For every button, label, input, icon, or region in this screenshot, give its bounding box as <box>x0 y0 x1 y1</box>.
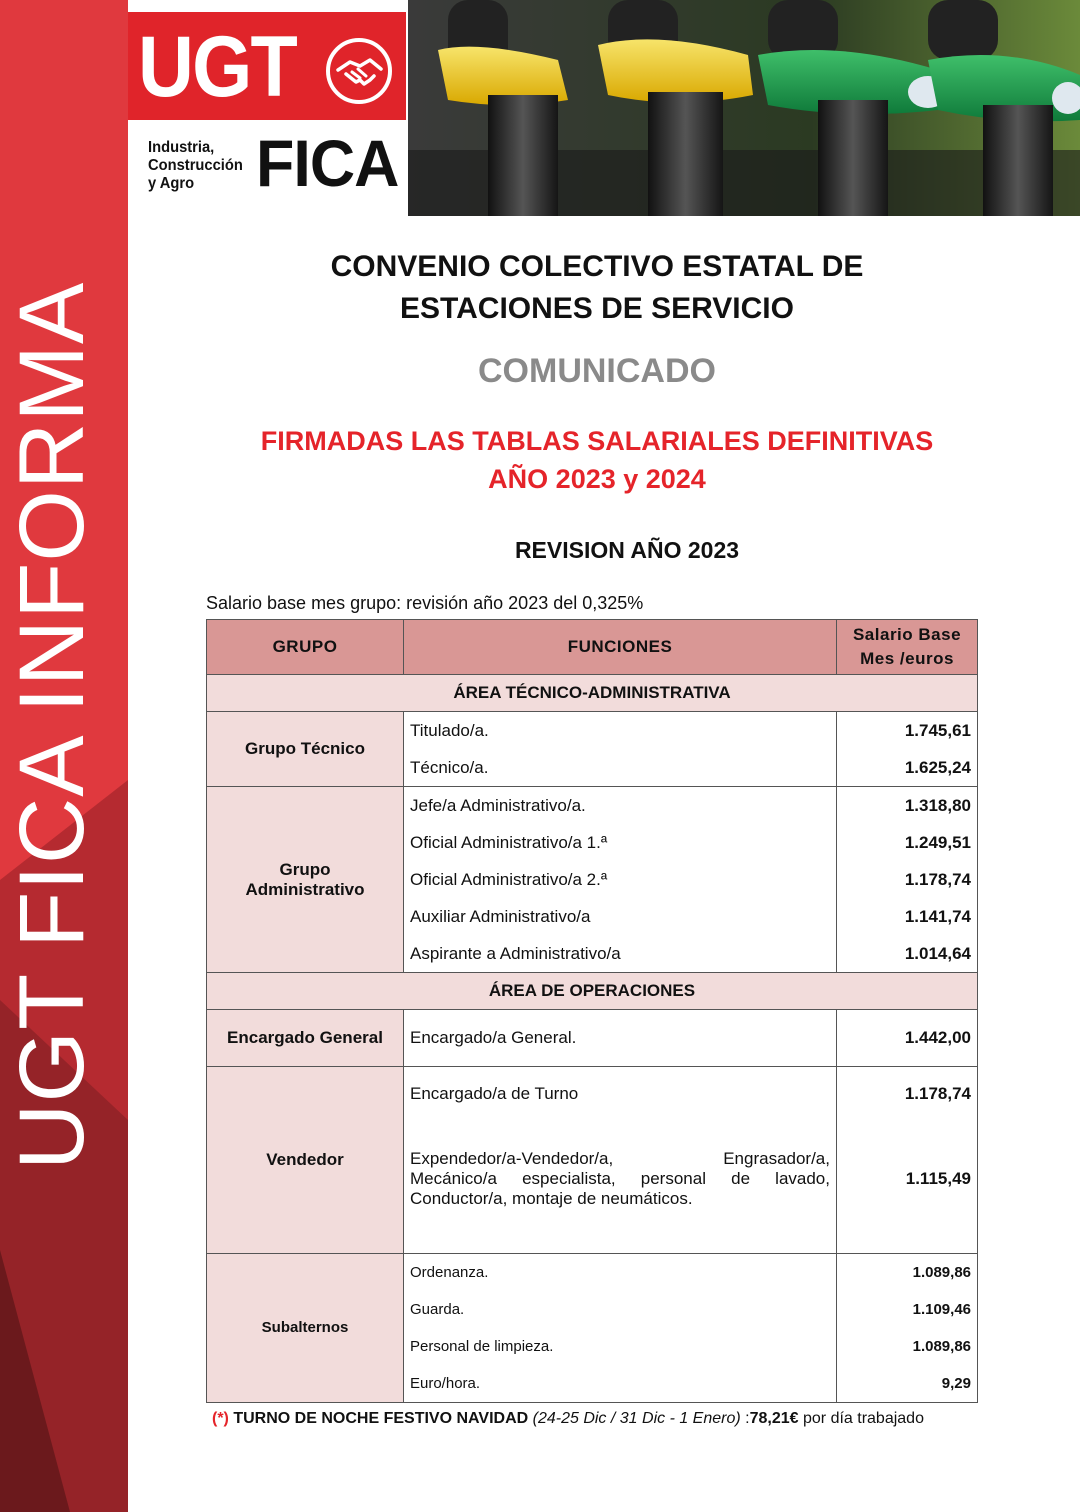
table-row <box>207 1010 978 1067</box>
area-operaciones: ÁREA DE OPERACIONES <box>207 973 978 1010</box>
function-line: Conductor/a, montaje de neumáticos. <box>410 1188 693 1208</box>
function-cell: Encargado/a de Turno <box>404 1067 837 1122</box>
salary-cell: 1.089,86 <box>837 1328 978 1365</box>
footnote-sep: : <box>745 1410 750 1427</box>
footnote-dates: (24-25 Dic / 31 Dic - 1 Enero) <box>532 1410 741 1427</box>
sidebar-title: UGT FICA INFORMA <box>1 281 103 1170</box>
fuel-nozzles-illustration <box>408 0 1080 216</box>
fica-sub-line: Industria, <box>148 139 215 156</box>
document-title <box>130 246 1064 330</box>
title-line: CONVENIO COLECTIVO ESTATAL DE <box>330 250 864 283</box>
fica-sub-line: y Agro <box>148 175 195 192</box>
function-cell: Guarda. <box>404 1291 837 1328</box>
function-cell: Encargado/a General. <box>404 1010 837 1067</box>
ugt-logo-text: UGT <box>138 19 296 115</box>
handshake-icon <box>324 36 394 106</box>
function-cell: Jefe/a Administrativo/a. <box>404 787 837 825</box>
salary-cell: 1.442,00 <box>837 1010 978 1067</box>
table-row <box>207 712 978 750</box>
headline-line: FIRMADAS LAS TABLAS SALARIALES DEFINITIVAS <box>260 426 934 456</box>
function-cell <box>404 1121 837 1253</box>
header-salario-line: Salario Base <box>852 625 962 644</box>
salary-cell: 1.089,86 <box>837 1253 978 1291</box>
table-row <box>207 1253 978 1291</box>
fica-logo-text: FICA <box>256 126 399 200</box>
headline <box>130 422 1064 498</box>
footnote-title: TURNO DE NOCHE FESTIVO NAVIDAD <box>233 1410 529 1427</box>
salary-table <box>206 619 978 1403</box>
salary-cell: 1.625,24 <box>837 749 978 787</box>
function-line: Mecánico/a especialista, personal de lavado, <box>410 1168 830 1188</box>
header-funciones: FUNCIONES <box>404 620 837 675</box>
group-cell <box>207 787 404 973</box>
salary-cell: 1.178,74 <box>837 1067 978 1122</box>
revision-heading: REVISION AÑO 2023 <box>514 537 740 563</box>
salary-cell: 1.745,61 <box>837 712 978 750</box>
footnote-star: (*) <box>212 1410 229 1427</box>
function-cell: Euro/hora. <box>404 1365 837 1403</box>
table-caption: Salario base mes grupo: revisión año 2023 del 0,325% <box>206 593 644 613</box>
headline-line: AÑO 2023 y 2024 <box>488 464 706 494</box>
group-cell: Encargado General <box>207 1010 404 1067</box>
header-salario <box>837 620 978 675</box>
fica-subtitle <box>148 139 243 193</box>
group-line: Administrativo <box>245 879 365 899</box>
function-line: Expendedor/a-Vendedor/a, Engrasador/a, <box>410 1148 830 1168</box>
area-tecnico-administrativa: ÁREA TÉCNICO-ADMINISTRATIVA <box>207 675 978 712</box>
comunicado-heading: COMUNICADO <box>478 352 716 390</box>
group-cell: Grupo Técnico <box>207 712 404 787</box>
area-row <box>207 675 978 712</box>
salary-cell: 1.141,74 <box>837 898 978 935</box>
table-row <box>207 1067 978 1122</box>
ugt-logo-block <box>128 12 406 120</box>
ugt-fica-logo <box>128 0 408 216</box>
function-cell: Ordenanza. <box>404 1253 837 1291</box>
group-line: Grupo <box>279 859 331 879</box>
fica-sub-line: Construcción <box>148 157 243 174</box>
group-cell: Vendedor <box>207 1067 404 1254</box>
function-cell: Oficial Administrativo/a 2.ª <box>404 861 837 898</box>
function-cell: Titulado/a. <box>404 712 837 750</box>
function-cell: Auxiliar Administrativo/a <box>404 898 837 935</box>
salary-cell: 9,29 <box>837 1365 978 1403</box>
function-text <box>410 1149 830 1209</box>
table-header-row <box>207 620 978 675</box>
function-cell: Oficial Administrativo/a 1.ª <box>404 824 837 861</box>
salary-cell: 1.249,51 <box>837 824 978 861</box>
header-salario-line: Mes /euros <box>860 649 954 668</box>
function-cell: Aspirante a Administrativo/a <box>404 935 837 973</box>
table-row <box>207 787 978 825</box>
footnote-tail: por día trabajado <box>803 1410 924 1427</box>
salary-cell: 1.178,74 <box>837 861 978 898</box>
sidebar <box>0 0 128 1512</box>
group-cell: Subalternos <box>207 1253 404 1402</box>
footnote <box>212 1410 924 1428</box>
salary-cell: 1.014,64 <box>837 935 978 973</box>
header-grupo: GRUPO <box>207 620 404 675</box>
fuel-nozzles-photo <box>408 0 1080 216</box>
salary-cell: 1.318,80 <box>837 787 978 825</box>
footnote-amount: 78,21€ <box>749 1410 799 1427</box>
area-row <box>207 973 978 1010</box>
salary-cell: 1.109,46 <box>837 1291 978 1328</box>
function-cell: Personal de limpieza. <box>404 1328 837 1365</box>
title-line: ESTACIONES DE SERVICIO <box>400 292 794 325</box>
salary-cell: 1.115,49 <box>837 1121 978 1253</box>
function-cell: Técnico/a. <box>404 749 837 787</box>
